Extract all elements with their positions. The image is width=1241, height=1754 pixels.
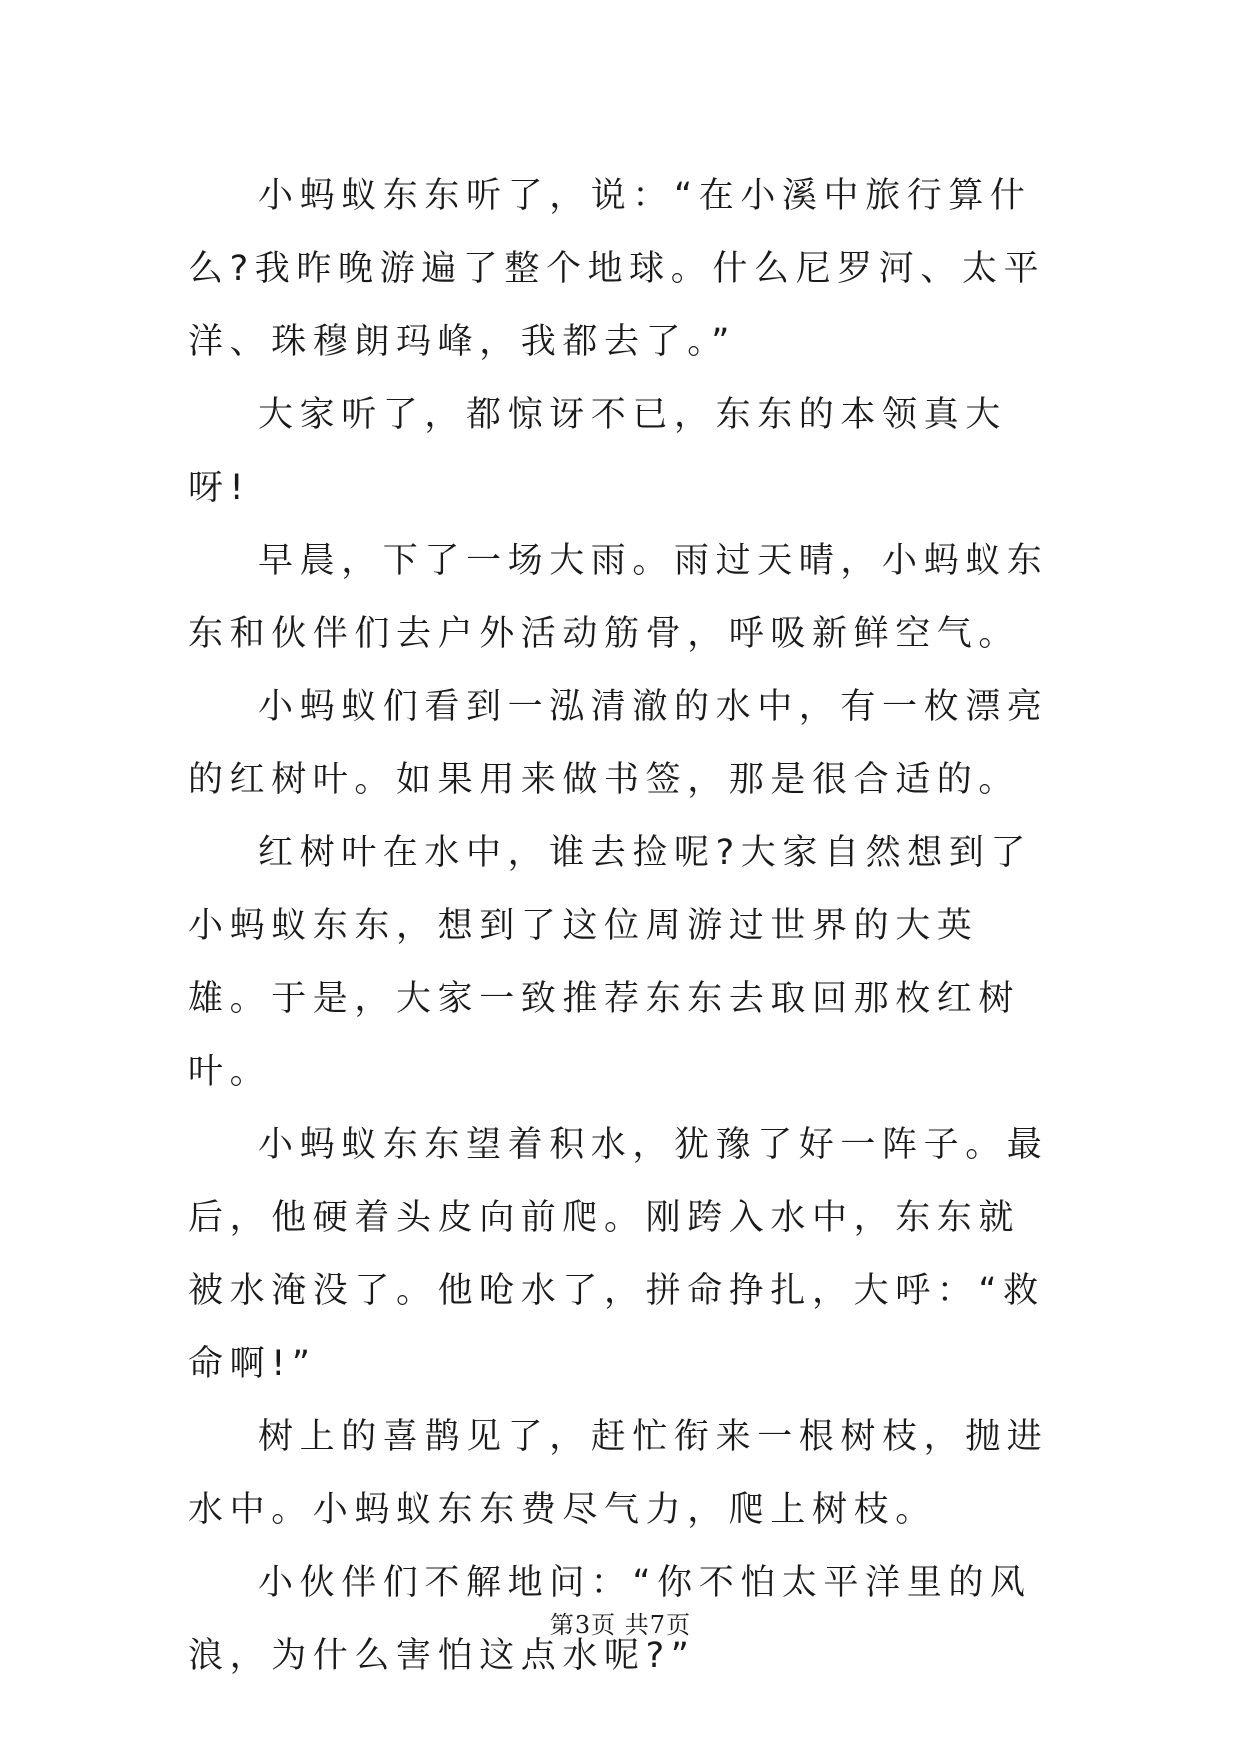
paragraph: 红树叶在水中，谁去捡呢?大家自然想到了小蚂蚁东东，想到了这位周游过世界的大英雄。于是，大家一致推荐东东去取回那枚红树叶。	[188, 833, 1032, 1092]
page-number-footer: 第3页 共7页	[549, 1611, 692, 1639]
paragraph: 小蚂蚁东东听了，说：“在小溪中旅行算什么?我昨晚游遍了整个地球。什么尼罗河、太平洋、珠穆朗玛峰，我都去了。”	[188, 176, 1046, 362]
paragraph: 早晨，下了一场大雨。雨过天晴，小蚂蚁东东和伙伴们去户外活动筋骨，呼吸新鲜空气。	[188, 541, 1049, 654]
paragraph: 小蚂蚁们看到一泓清澈的水中，有一枚漂亮的红树叶。如果用来做书签，那是很合适的。	[188, 687, 1049, 800]
paragraph: 小蚂蚁东东望着积水，犹豫了好一阵子。最后，他硬着头皮向前爬。刚跨入水中，东东就被水淹没了。他呛水了，拼命挣扎，大呼：“救命啊!”	[188, 1125, 1049, 1384]
paragraph: 树上的喜鹊见了，赶忙衔来一根树枝，抛进水中。小蚂蚁东东费尽气力，爬上树枝。	[188, 1417, 1049, 1530]
paragraph: 小伙伴们不解地问：“你不怕太平洋里的风浪，为什么害怕这点水呢?”	[188, 1563, 1032, 1676]
paragraph: 大家听了，都惊讶不已，东东的本领真大呀!	[188, 395, 1007, 508]
body-text	[188, 160, 1058, 1693]
